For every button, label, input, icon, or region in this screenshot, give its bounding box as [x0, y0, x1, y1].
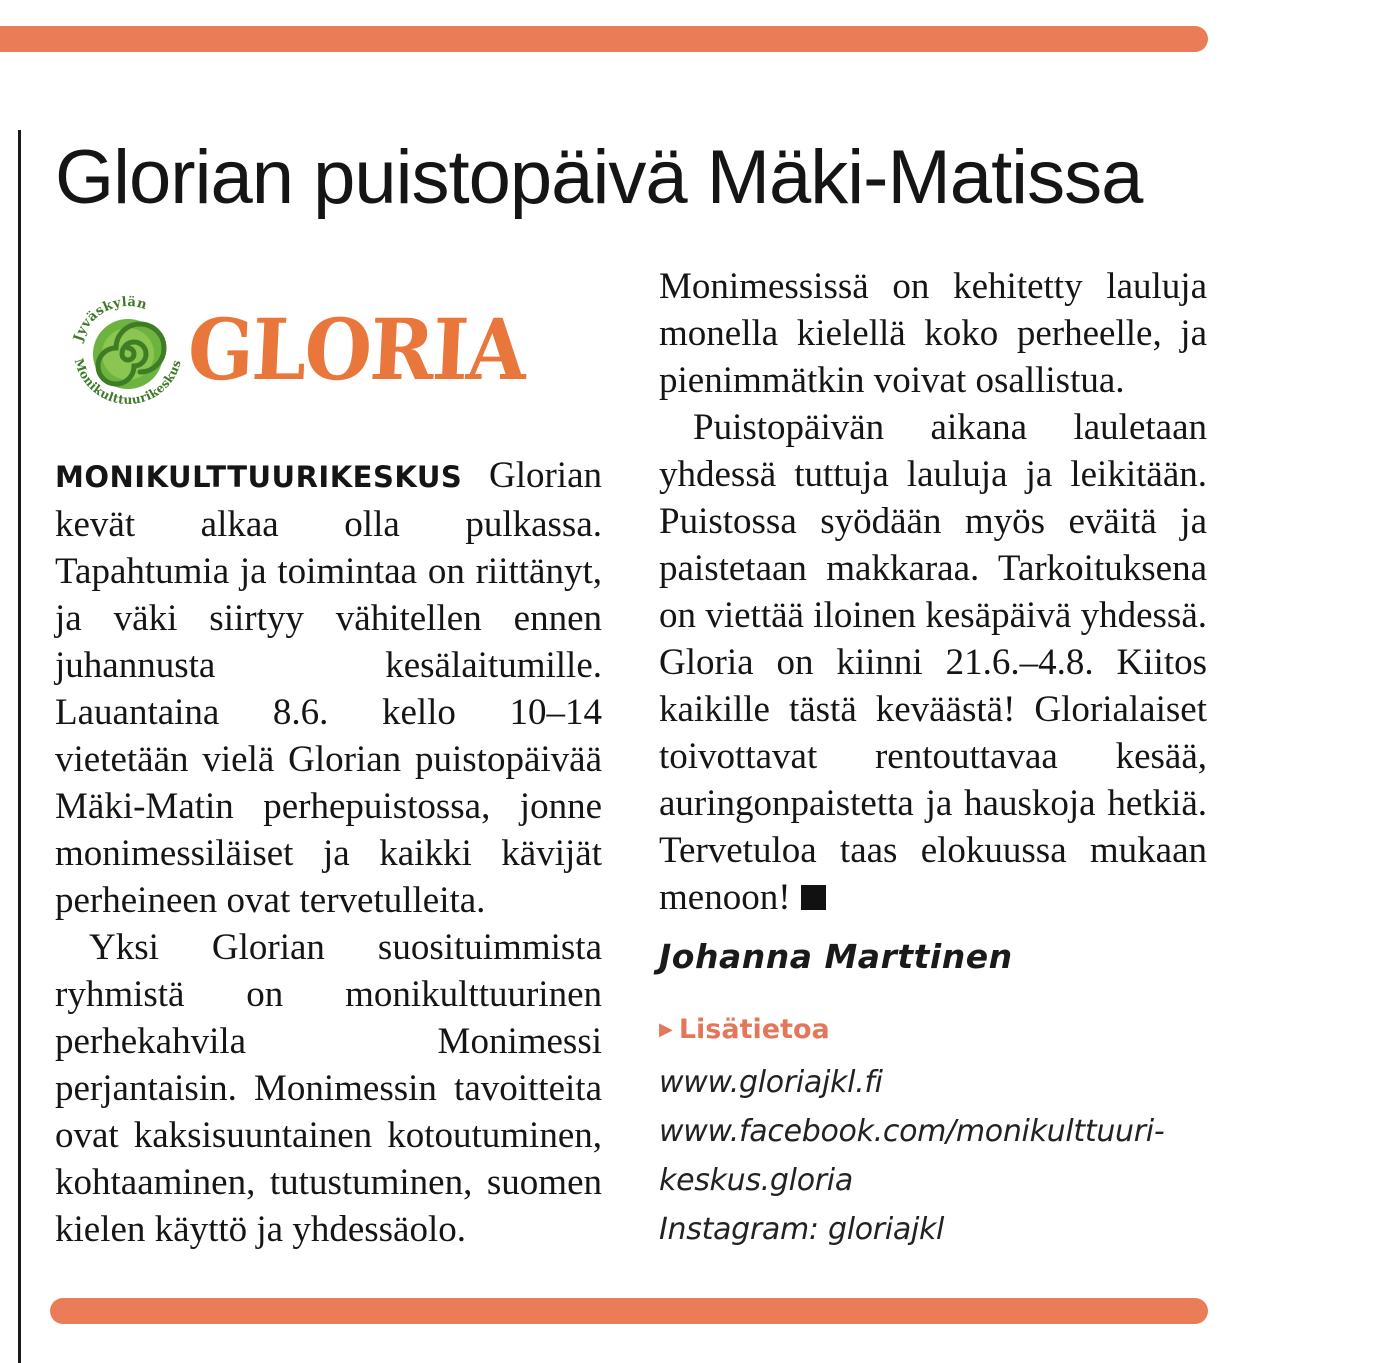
top-accent-bar — [0, 26, 1208, 52]
info-instagram: Instagram: gloriajkl — [659, 1212, 945, 1247]
article-author: Johanna Marttinen — [659, 937, 1013, 976]
logo-ring-text-bottom: Monikulttuurikeskus — [71, 356, 184, 408]
article-paragraph-3: Monimessissä on kehitetty lauluja monella kielellä koko perheelle, ja pienimmätkin voivat osallistua. — [659, 266, 1207, 401]
article-headline: Glorian puistopäivä Mäki-Matissa — [55, 135, 1143, 220]
article-body-left-column — [55, 452, 602, 1253]
article-body-right-column — [659, 263, 1207, 921]
bottom-accent-bar — [50, 1298, 1208, 1324]
gloria-logo — [64, 290, 528, 420]
left-column-rule — [18, 130, 21, 1363]
black-square-icon — [801, 885, 826, 910]
info-link-facebook-continued[interactable]: keskus.gloria — [659, 1163, 853, 1198]
article-paragraph-1 — [55, 452, 602, 924]
lead-in-label: MONIKULTTUURIKESKUS — [55, 460, 463, 494]
gloria-wordmark: GLORIA — [185, 300, 528, 399]
logo-ring-text-top: Jyväskylän — [70, 294, 149, 344]
article-paragraph-4 — [659, 404, 1207, 921]
paragraph-4-text: Puistopäivän aikana lauletaan yhdessä tuttuja lauluja ja leikitään. Puistossa syödään myös eväitä ja paistetaan makkaraa. Tarkoituksena on viettää iloinen kesäpäivä yhdessä. Gloria on kiinni 21.6.–4.8. Kiitos kaikille tästä keväästä! Glorialaiset toivottavat rentouttavaa kesää, auringonpaistetta ja hauskoja hetkiä. Tervetuloa taas elokuussa mukaan menoon! — [659, 407, 1207, 918]
paragraph-1-text: Glorian kevät alkaa olla pulkassa. Tapahtumia ja toimintaa on riittänyt, ja väki siirtyy vähitellen ennen juhannusta kesälaitumille. Lauantaina 8.6. kello 10–14 vietetään vielä Glorian puistopäivää Mäki-Matin perhepuistossa, jonne monimessiläiset ja kaikki kävijät perheineen ovat tervetulleita. — [55, 455, 602, 921]
info-link-facebook[interactable]: www.facebook.com/monikulttuuri- — [659, 1114, 1165, 1149]
info-link-website[interactable]: www.gloriajkl.fi — [659, 1065, 883, 1100]
more-info-heading-text: Lisätietoa — [678, 1014, 830, 1045]
more-info-heading — [659, 1008, 830, 1052]
more-info-list — [659, 1058, 1219, 1254]
gloria-spiral-emblem — [64, 290, 194, 420]
article-paragraph-2: Yksi Glorian suosituimmista ryhmistä on monikulttuurinen perhekahvila Monimessi perjantaisin. Monimessin tavoitteita ovat kaksisuuntainen kotoutuminen, kohtaaminen, tutustuminen, suomen kielen käyttö ja yhdessäolo. — [55, 927, 602, 1250]
triangle-right-icon: ▶ — [659, 1019, 673, 1040]
